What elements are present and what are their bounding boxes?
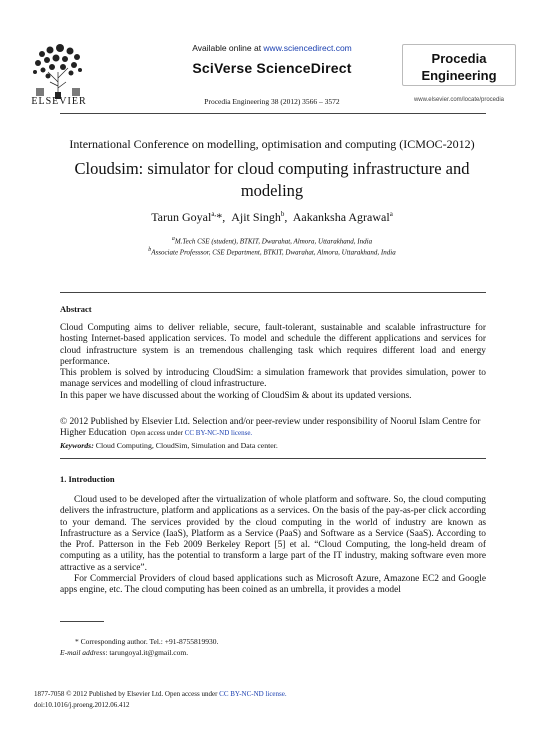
corresponding-author-footnote: * Corresponding author. Tel.: +91-8755819930. — [75, 637, 219, 646]
email-address[interactable]: : tarungoyal.it@gmail.com. — [105, 648, 189, 657]
doi-line[interactable]: doi:10.1016/j.proeng.2012.06.412 — [34, 701, 130, 709]
affiliation — [0, 236, 544, 245]
author-name: Ajit Singh — [231, 210, 281, 224]
open-access-label: Open access under — [130, 429, 185, 438]
copyright-notice — [60, 417, 486, 440]
body-paragraph: For Commercial Providers of cloud based applications such as Microsoft Azure, Amazone EC2 and Google apps engine, etc. The cloud computing has been coined as an umbrella, it provides a model — [60, 574, 486, 596]
journal-url[interactable]: www.elsevier.com/locate/procedia — [413, 97, 505, 103]
affil-text: M.Tech CSE (student), BTKIT, Dwarahat, Almora, Uttarakhand, India — [174, 237, 373, 246]
journal-reference: Procedia Engineering 38 (2012) 3566 – 3572 — [204, 97, 340, 106]
abstract-paragraph: Cloud Computing aims to deliver reliable, secure, fault-tolerant, sustainable and scalable infrastructure for hosting Internet-based application services. To model and schedule the different applications and services for cloud infrastructure system is an tremendous challenging task which requires different load and energy performance. — [60, 323, 486, 367]
issn-text: 1877-7058 © 2012 Published by Elsevier Ltd. — [34, 690, 165, 698]
paper-title: Cloudsim: simulator for cloud computing infrastructure and modeling — [74, 159, 470, 200]
abstract-paragraph: In this paper we have discussed about the working of CloudSim & about its updated versions. — [60, 390, 412, 401]
author-affil-sup: a, — [211, 210, 217, 218]
license-link[interactable]: CC BY-NC-ND license. — [184, 429, 253, 438]
author-list: Tarun Goyal$^{a,}$*, Ajit Singh$^b$, Aakanksha Agrawal$^a$ — [151, 210, 393, 224]
author-name: Tarun Goyal — [151, 210, 212, 224]
keywords-line — [60, 441, 278, 450]
open-access-label: Open access under — [164, 690, 220, 698]
footnote-rule — [60, 621, 104, 622]
header-divider — [60, 113, 486, 114]
open-access-note — [129, 429, 252, 437]
abstract-bottom-rule — [60, 458, 486, 459]
available-label: Available online at — [192, 43, 264, 53]
journal-name-line1: Procedia — [431, 51, 487, 66]
section-heading: 1. Introduction — [60, 474, 115, 484]
issn-line — [34, 690, 287, 698]
license-link[interactable]: CC BY-NC-ND license. — [219, 690, 287, 698]
publisher-wordmark: ELSEVIER — [31, 96, 87, 107]
affil-sup: a — [171, 236, 175, 242]
abstract-paragraph: This problem is solved by introducing CloudSim: a simulation framework that provides simulation, power to manage services and modelling of cloud infrastructure. — [60, 368, 486, 390]
journal-name-line2: Engineering — [421, 68, 497, 83]
keywords-label: Keywords: — [60, 441, 94, 450]
conference-name: International Conference on modelling, optimisation and computing (ICMOC-2012) — [69, 137, 475, 151]
email-footnote — [60, 648, 188, 657]
corresponding-mark: * — [216, 210, 223, 224]
sciencedirect-link[interactable]: www.sciencedirect.com — [263, 43, 352, 53]
journal-name-box — [402, 44, 516, 86]
keywords-text: Cloud Computing, CloudSim, Simulation and Data center. — [95, 441, 278, 450]
email-label: E-mail address — [60, 648, 106, 657]
author-affil-sup: b — [280, 210, 285, 218]
abstract-body — [60, 323, 486, 402]
affil-text: Associate Professsor, CSE Department, BTKIT, Dwarahat, Almora, Uttarakhand, India — [151, 248, 396, 257]
body-paragraph: Cloud used to be developed after the virtualization of whole platform and software. So, the cloud computing delivers the infrastructure, platform and applications as a services. On the basis of the pay-as-per click according to your demand. The services provided by the cloud computing in the world of industry are known as Infrastructure as a Service (IaaS), Platform as a Service (PaaS) and Software as a Service (SaaS). According to the Prof. Patterson in the Feb 2009 Berkeley Report [5] et al. “Cloud Computing, the long-held dream of computing as a utility, has the potential to transform a large part of the IT industry, making software even more attractive as a service”. — [60, 495, 486, 573]
sciverse-brand: SciVerse ScienceDirect — [192, 60, 352, 76]
author-name: Aakanksha Agrawal — [292, 210, 390, 224]
abstract-top-rule — [60, 292, 486, 293]
affil-sup: b — [148, 247, 152, 253]
abstract-heading: Abstract — [60, 304, 92, 314]
affiliation — [0, 247, 544, 256]
introduction-body — [60, 495, 486, 597]
author-affil-sup: a — [389, 210, 393, 218]
copyright-text: © 2012 Published by Elsevier Ltd. Selection and/or peer-review under responsibility of Noorul Islam Centre for Higher Education — [60, 417, 481, 439]
